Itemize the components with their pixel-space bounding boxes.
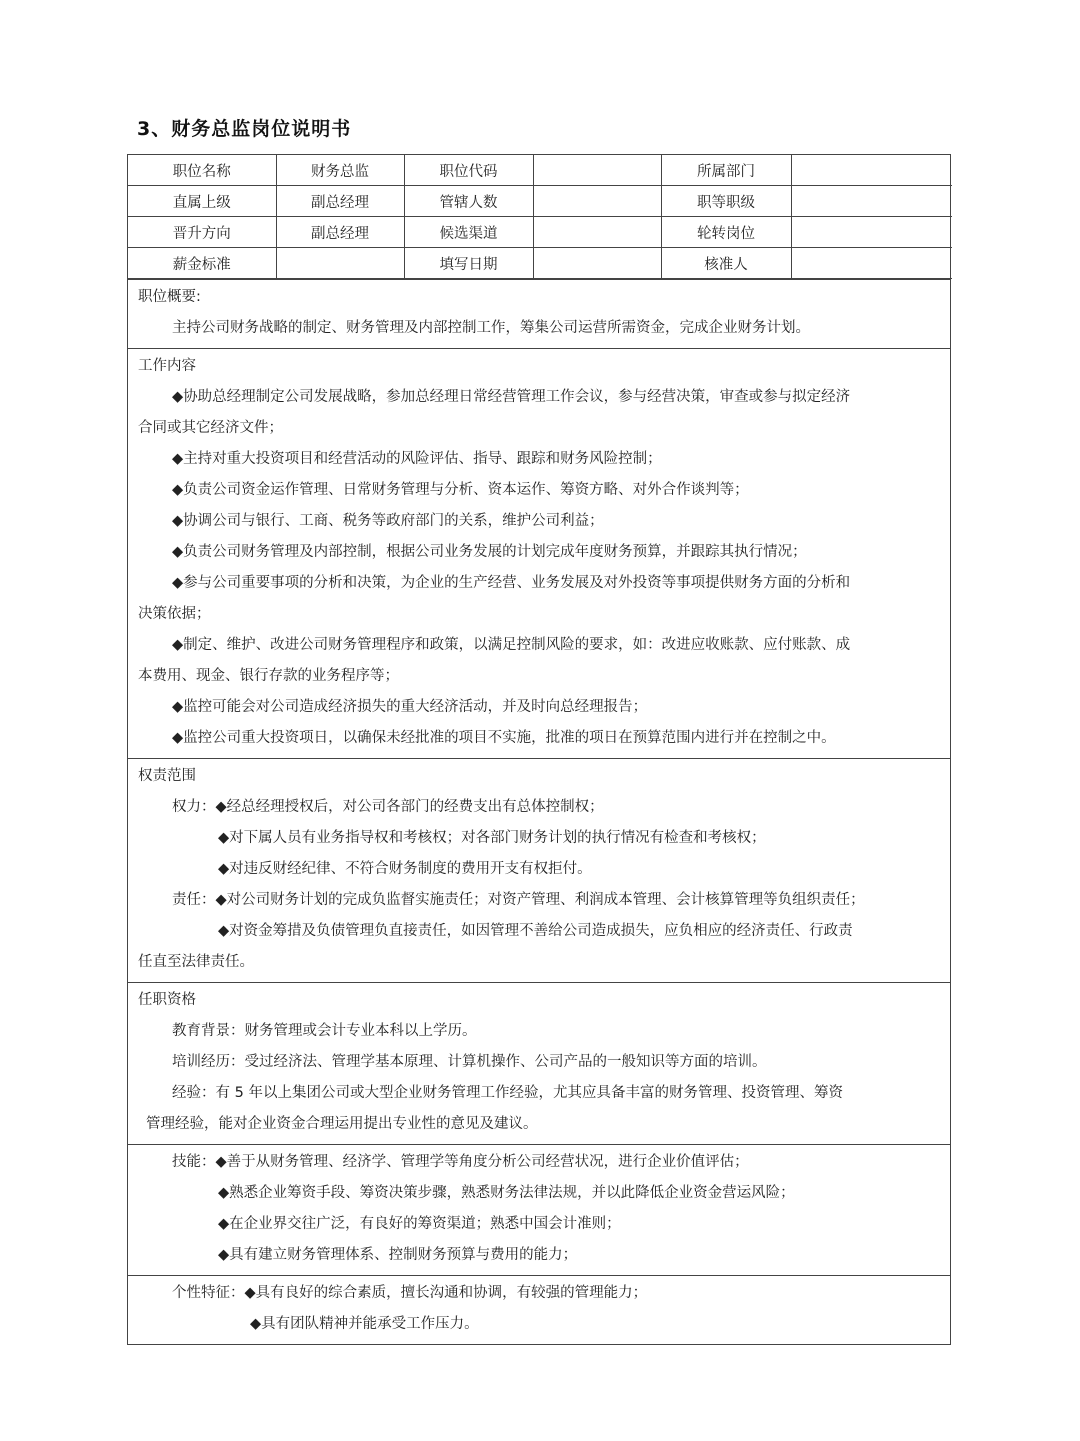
value-cell [533,217,661,248]
work-item: ◆制定、维护、改进公司财务管理程序和政策，以满足控制风险的要求，如：改进应收账款、应付账款、成 [172,637,851,653]
value-cell [533,155,661,186]
qualification-line: 培训经历：受过经济法、管理学基本原理、计算机操作、公司产品的一般知识等方面的培训。 [172,1054,767,1070]
work-item-continued: 合同或其它经济文件； [138,420,283,436]
responsibility-line: 责任：◆对公司财务计划的完成负监督实施责任；对资产管理、利润成本管理、会计核算管理等负组织责任； [172,892,865,908]
skill-line: ◆熟悉企业筹资手段、筹资决策步骤，熟悉财务法律法规，并以此降低企业资金营运风险； [218,1185,795,1201]
authority-line: ◆对下属人员有业务指导权和考核权；对各部门财务计划的执行情况有检查和考核权； [218,830,766,846]
work-item: ◆协调公司与银行、工商、税务等政府部门的关系，维护公司利益； [172,513,604,529]
job-description-form [127,154,951,1345]
overview-section [128,279,950,348]
label-cell: 轮转岗位 [661,217,791,248]
label-cell: 直属上级 [128,186,276,217]
value-cell: 财务总监 [276,155,404,186]
responsibility-line-continued: 任直至法律责任。 [138,954,254,970]
label-cell: 职位代码 [404,155,533,186]
authority-line: ◆对违反财经纪律、不符合财务制度的费用开支有权拒付。 [218,861,592,877]
work-item: ◆主持对重大投资项目和经营活动的风险评估、指导、跟踪和财务风险控制； [172,451,662,467]
value-cell [791,186,952,217]
label-cell: 薪金标准 [128,248,276,279]
label-cell: 候选渠道 [404,217,533,248]
skills-section [128,1144,950,1275]
label-cell: 职位名称 [128,155,276,186]
personality-line: 个性特征：◆具有良好的综合素质，擅长沟通和协调，有较强的管理能力； [172,1285,648,1301]
work-item: ◆负责公司财务管理及内部控制，根据公司业务发展的计划完成年度财务预算，并跟踪其执行情况； [172,544,807,560]
authority-line: 权力：◆经总经理授权后，对公司各部门的经费支出有总体控制权； [172,799,604,815]
page-title: 3、财务总监岗位说明书 [137,118,352,140]
qualification-section [128,982,950,1144]
personality-line: ◆具有团队精神并能承受工作压力。 [250,1316,479,1332]
value-cell [791,248,952,279]
authority-section [128,758,950,982]
info-row [128,186,952,217]
qualification-line: 经验：有 5 年以上集团公司或大型企业财务管理工作经验，尤其应具备丰富的财务管理、投资管理、筹资 [172,1085,843,1101]
work-item: ◆参与公司重要事项的分析和决策，为企业的生产经营、业务发展及对外投资等事项提供财务方面的分析和 [172,575,851,591]
qualification-line: 教育背景：财务管理或会计专业本科以上学历。 [172,1023,477,1039]
work-item: ◆负责公司资金运作管理、日常财务管理与分析、资本运作、筹资方略、对外合作谈判等； [172,482,749,498]
section-heading: 职位概要: [138,289,201,305]
overview-text: 主持公司财务战略的制定、财务管理及内部控制工作，筹集公司运营所需资金，完成企业财务计划。 [172,320,810,336]
info-row [128,155,952,186]
label-cell: 管辖人数 [404,186,533,217]
value-cell [533,186,661,217]
info-row [128,248,952,279]
label-cell: 职等职级 [661,186,791,217]
value-cell [533,248,661,279]
value-cell [791,155,952,186]
section-heading: 任职资格 [138,992,196,1008]
personality-section [128,1275,950,1344]
work-item-continued: 本费用、现金、银行存款的业务程序等； [138,668,399,684]
value-cell [791,217,952,248]
responsibility-line: ◆对资金筹措及负债管理负直接责任，如因管理不善给公司造成损失，应负相应的经济责任、行政责 [218,923,853,939]
label-cell: 核准人 [661,248,791,279]
work-item: ◆监控公司重大投资项日，以确保未经批准的项目不实施，批准的项日在预算范围内进行并在控制之中。 [172,730,836,746]
label-cell: 填写日期 [404,248,533,279]
info-row [128,217,952,248]
skill-line: ◆在企业界交往广泛，有良好的筹资渠道；熟悉中国会计准则； [218,1216,621,1232]
work-item: ◆协助总经理制定公司发展战略，参加总经理日常经营管理工作会议，参与经营决策，审查或参与拟定经济 [172,389,851,405]
work-section [128,348,950,758]
value-cell: 副总经理 [276,217,404,248]
section-heading: 工作内容 [138,358,196,374]
basic-info-table [128,155,952,279]
label-cell: 晋升方向 [128,217,276,248]
label-cell: 所属部门 [661,155,791,186]
qualification-line-continued: 管理经验，能对企业资金合理运用提出专业性的意见及建议。 [146,1116,538,1132]
section-heading: 权责范围 [138,768,196,784]
value-cell [276,248,404,279]
value-cell: 副总经理 [276,186,404,217]
work-item: ◆监控可能会对公司造成经济损失的重大经济活动，并及时向总经理报告； [172,699,648,715]
skill-line: ◆具有建立财务管理体系、控制财务预算与费用的能力； [218,1247,578,1263]
work-item-continued: 决策依据； [138,606,211,622]
skill-line: 技能：◆善于从财务管理、经济学、管理学等角度分析公司经营状况，进行企业价值评估； [172,1154,749,1170]
